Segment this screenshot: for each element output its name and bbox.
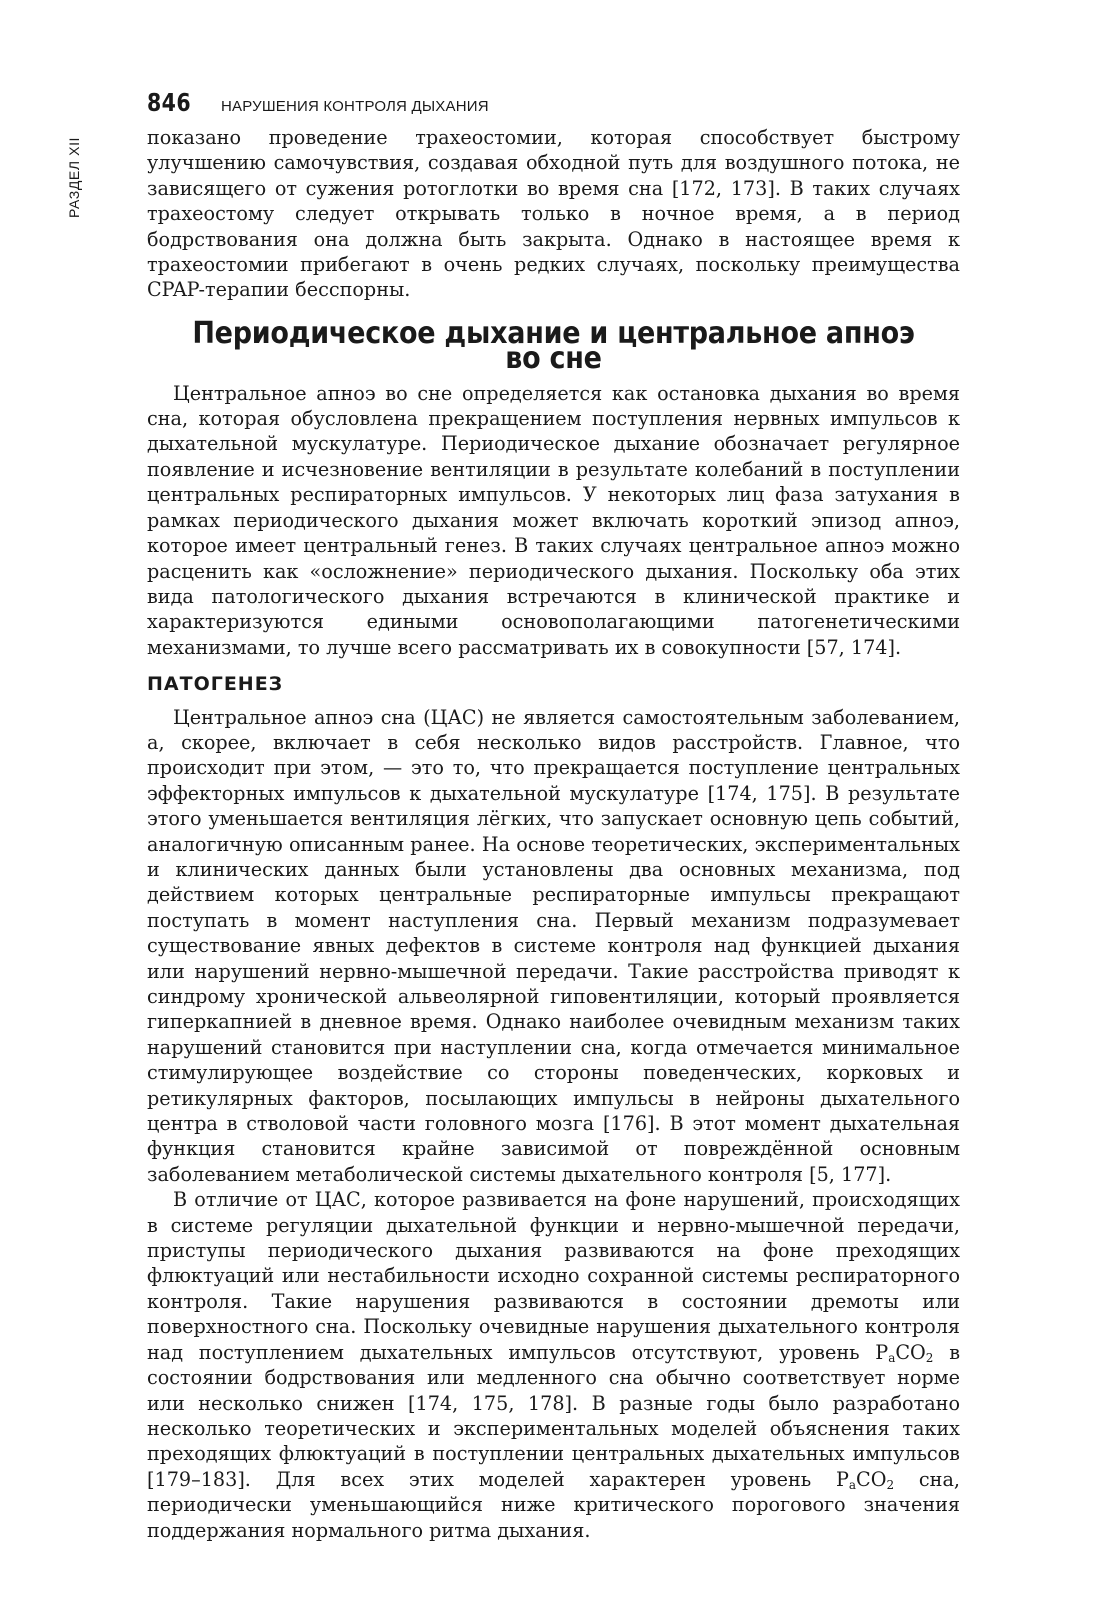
paragraph-text: сна, периодически уменьшающийся ниже критического порогового значения поддержания нормального ритма дыхания.: [147, 1467, 960, 1542]
subscript: a: [848, 1477, 857, 1492]
paragraph-text: CO: [895, 1340, 926, 1364]
pathogenesis-paragraph-2: [147, 1187, 960, 1543]
pathogenesis-paragraph-1: Центральное апноэ сна (ЦАС) не является самостоятельным заболеванием, а, скорее, включает в себя несколько видов расстройств. Главное, что происходит при этом, — это то, что прекращается поступление центральных эффекторных импульсов к дыхательной мускулатуре [174, 175]. В результате этого уменьшается вентиляция лёгких, что запускает основную цепь событий, аналогичную описанным ранее. На основе теоретических, экспериментальных и клинических данных были установлены два основных механизма, под действием которых центральные респираторные импульсы прекращают поступать в момент наступления сна. Первый механизм подразумевает существование явных дефектов в системе контроля над функцией дыхания или нарушений нервно-мышечной передачи. Такие расстройства приводят к синдрому хронической альвеолярной гиповентиляции, который проявляется гиперкапнией в дневное время. Однако наиболее очевидным механизм таких нарушений становится при наступлении сна, когда отмечается минимальное стимулирующее воздействие со стороны поведенческих, корковых и ретикулярных факторов, посылающих импульсы в нейроны дыхательного центра в стволовой части головного мозга [176]. В этот момент дыхательная функция становится крайне зависимой от повреждённой основным заболеванием метаболической системы дыхательного контроля [5, 177].: [147, 705, 960, 1186]
paragraph-text: CO: [856, 1467, 887, 1491]
page-body: [147, 125, 960, 1543]
running-head: [147, 88, 489, 117]
section-heading: Периодическое дыхание и центральное апноэ во сне: [192, 315, 915, 377]
paragraph-text: в состоянии бодрствования или медленного сна обычно соответствует норме или несколько снижен [174, 175, 178]. В разные годы было разработано несколько теоретических и экспериментальных моделей объяснения таких преходящих флюктуаций в поступлении центральных дыхательных импульсов [179–183]. Для всех этих моделей характерен уровень P: [147, 1340, 960, 1491]
subscript: 2: [886, 1477, 895, 1492]
page-number: 846: [147, 88, 192, 117]
subsection-heading: ПАТОГЕНЕЗ: [147, 673, 284, 696]
running-title: НАРУШЕНИЯ КОНТРОЛЯ ДЫХАНИЯ: [221, 98, 489, 115]
subscript: a: [888, 1350, 896, 1365]
intro-paragraph: показано проведение трахеостомии, которая способствует быстрому улучшению самочувствия, создавая обходной путь для воздушного потока, не зависящего от сужения ротоглотки во время сна [172, 173]. В таких случаях трахеостому следует открывать только в ночное время, а в период бодрствования она должна быть закрыта. Однако в настоящее время к трахеостомии прибегают в очень редких случаях, поскольку преимущества CPAP-терапии бесспорны.: [147, 126, 960, 302]
section-label: РАЗДЕЛ XII: [66, 136, 82, 218]
section-paragraph: Центральное апноэ во сне определяется как остановка дыхания во время сна, которая обусловлена прекращением поступления нервных импульсов к дыхательной мускулатуре. Периодическое дыхание обозначает регулярное появление и исчезновение вентиляции в результате колебаний в поступлении центральных респираторных импульсов. У некоторых лиц фаза затухания в рамках периодического дыхания может включать короткий эпизод апноэ, которое имеет центральный генез. В таких случаях центральное апноэ можно расценить как «осложнение» периодического дыхания. Поскольку оба этих вида патологического дыхания встречаются в клинической практике и характеризуются едиными основополагающими патогенетическими механизмами, то лучше всего рассматривать их в совокупности [57, 174].: [147, 381, 960, 659]
paragraph-text: В отличие от ЦАС, которое развивается на фоне нарушений, происходящих в системе регуляции дыхательной функции и нервно-мышечной передачи, приступы периодического дыхания развиваются на фоне преходящих флюктуаций или нестабильности исходно сохранной системы респираторного контроля. Такие нарушения развиваются в состоянии дремоты или поверхностного сна. Поскольку очевидные нарушения дыхательного контроля над поступлением дыхательных импульсов отсутствуют, уровень P: [147, 1188, 960, 1364]
subscript: 2: [925, 1350, 934, 1365]
